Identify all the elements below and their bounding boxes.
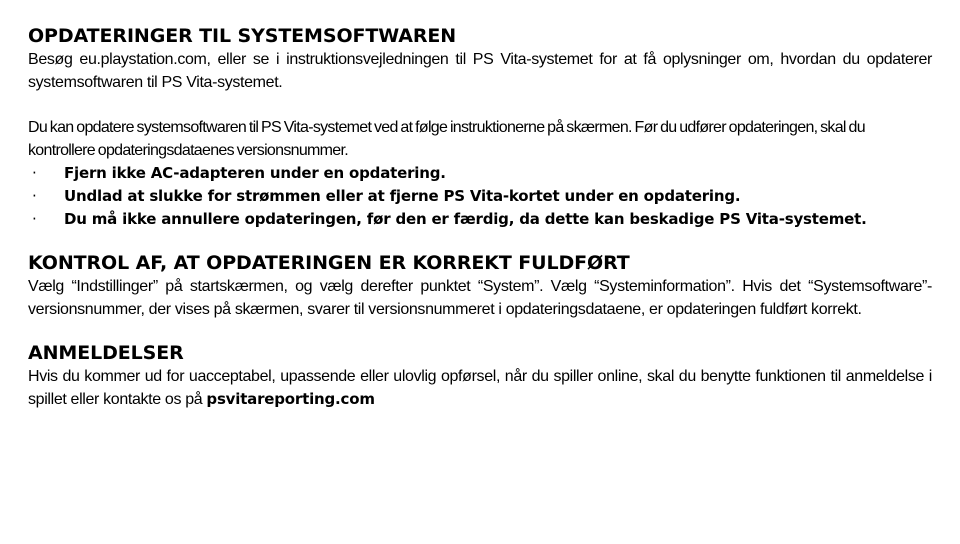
spacer bbox=[28, 231, 932, 251]
manual-page bbox=[28, 24, 932, 411]
verify-heading: KONTROL AF, AT OPDATERINGEN ER KORREKT FULDFØRT bbox=[28, 252, 630, 274]
warning-text: Du må ikke annullere opdateringen, før den er færdig, da dette kan beskadige PS Vita-systemet. bbox=[64, 210, 867, 228]
reports-heading: ANMELDELSER bbox=[28, 342, 184, 364]
reports-text: Hvis du kommer ud for uacceptabel, upassende eller ulovlig opførsel, når du spiller online, skal du benytte funktionen til anmeldelse i spillet eller kontakte os på bbox=[28, 368, 932, 408]
update-warnings-list bbox=[28, 162, 932, 231]
update-paragraph-1: Besøg eu.playstation.com, eller se i instruktionsvejledningen til PS Vita-systemet for at få oplysninger om, hvordan du opdaterer systemsoftwaren til PS Vita-systemet. bbox=[28, 51, 932, 91]
verify-paragraph: Vælg “Indstillinger” på startskærmen, og vælg derefter punktet “System”. Vælg “Systeminformation”. Hvis det “Systemsoftware”-versionsnummer, der vises på skærmen, svarer til versionsnummeret i opdateringsdataene, er opdateringen fuldført korrekt. bbox=[28, 278, 932, 318]
update-paragraph-2: Du kan opdatere systemsoftwaren til PS Vita-systemet ved at følge instruktionerne på skærmen. Før du udfører opdateringen, skal du kontrollere opdateringsdataenes versionsnummer. bbox=[28, 119, 865, 159]
warning-item bbox=[28, 208, 932, 231]
bullet-dot: · bbox=[32, 187, 37, 205]
reporting-link[interactable]: psvitareporting.com bbox=[206, 390, 375, 408]
bullet-dot: · bbox=[32, 164, 37, 182]
warning-text: Fjern ikke AC-adapteren under en opdatering. bbox=[64, 164, 446, 182]
reports-paragraph bbox=[28, 365, 932, 411]
bullet-dot: · bbox=[32, 210, 37, 228]
update-heading: OPDATERINGER TIL SYSTEMSOFTWAREN bbox=[28, 25, 457, 47]
spacer bbox=[28, 321, 932, 341]
warning-item bbox=[28, 185, 932, 208]
warning-item bbox=[28, 162, 932, 185]
spacer bbox=[28, 94, 932, 116]
warning-text: Undlad at slukke for strømmen eller at fjerne PS Vita-kortet under en opdatering. bbox=[64, 187, 741, 205]
